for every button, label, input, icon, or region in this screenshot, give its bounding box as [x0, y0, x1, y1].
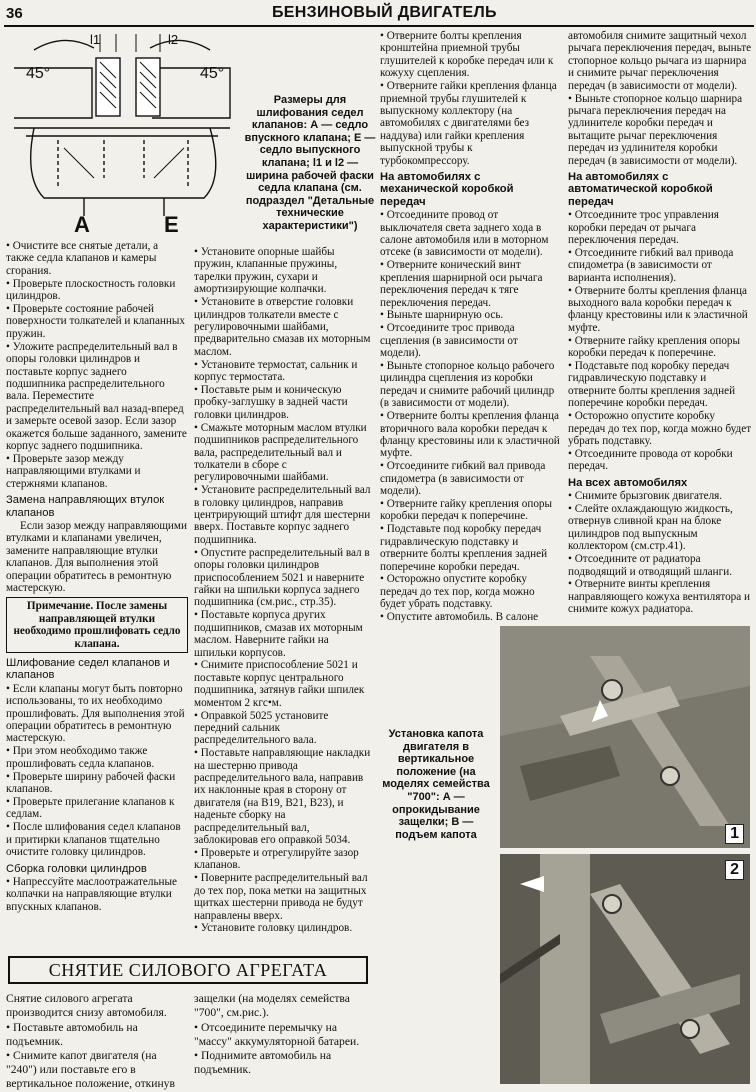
- label-a: A: [74, 212, 90, 237]
- section-title: СНЯТИЕ СИЛОВОГО АГРЕГАТА: [48, 959, 328, 980]
- list-item: • Выньте шарнирную ось.: [380, 309, 560, 321]
- list-item: • Установите распределительный вал в головку цилиндров, направив центрирующий штифт для шестерни вверх. Поставьте корпус заднего подшипника.: [194, 484, 372, 546]
- list-item: • Очистите все снятые детали, а также седла клапанов и камеры сгорания.: [6, 240, 188, 277]
- list-item: • Отверните болты крепления кронштейна приемной трубы глушителей к коробке передач или к кожуху сцепления.: [380, 30, 560, 80]
- list-item: • Выньте стопорное кольцо рабочего цилиндра сцепления из коробки передач и снимите рабочий цилиндр (в зависимости от модели).: [380, 360, 560, 410]
- note-box: Примечание. После замены направляющей втулки необходимо прошлифовать седло клапана.: [6, 597, 188, 653]
- heading-manual-gearbox: На автомобилях с механической коробкой передач: [380, 170, 514, 208]
- running-title: БЕНЗИНОВЫЙ ДВИГАТЕЛЬ: [272, 4, 497, 21]
- list-item: • Поставьте корпуса других подшипников, смазав их моторным маслом. Наверните гайки на шпильки корпусов.: [194, 609, 372, 659]
- list-item: • Поднимите автомобиль на подъемник.: [194, 1049, 370, 1077]
- list-item: • Напрессуйте маслоотражательные колпачки на направляющие втулки впускных клапанов.: [6, 876, 188, 913]
- list-item: • Подставьте под коробку передач гидравлическую подставку и отверните болты крепления задней поперечине коробки передач.: [568, 360, 752, 410]
- angle-left: 45°: [26, 65, 51, 82]
- list-item: • Проверьте плоскостность головки цилиндров.: [6, 278, 188, 303]
- hood-hinge-image-1: [500, 626, 750, 848]
- list-item: • Проверьте зазор между направляющими втулками и стержнями клапанов.: [6, 453, 188, 490]
- list-item: • Отверните болты крепления фланца вторичного вала коробки передач к фланцу крестовины или к эластичной муфте.: [380, 410, 560, 460]
- list-item: • Поставьте направляющие накладки на шестерню привода распределительного вала, направив их наклонные края в сторону от двигателя (на B19, B21, B23), и наденьте сборку на распределительный вал, заблокировав его оправкой 5034.: [194, 747, 372, 846]
- label-l1: l1: [90, 32, 101, 47]
- list-item: • Осторожно опустите коробку передач до тех пор, когда можно будет убрать подставку.: [568, 410, 752, 447]
- section-right-text: [194, 992, 370, 1078]
- section-left-text: [6, 992, 188, 1092]
- list-item: • Подставьте под коробку передач гидравлическую подставку и отверните болты крепления задней поперечине коробки передач.: [380, 523, 560, 573]
- page-number: 36: [6, 5, 23, 22]
- valve-seat-diagram: [4, 28, 240, 238]
- list-item: • Отсоедините гибкий вал привода спидометра (в зависимости от модели).: [380, 460, 560, 497]
- section-title-box: [8, 956, 368, 984]
- list-item: • Оправкой 5025 установите передний сальник распределительного вала.: [194, 710, 372, 747]
- list-item: • Отверните болты крепления фланца выходного вала коробки передач к фланцу крестовины или к эластичной муфте.: [568, 285, 752, 335]
- header-rule: [4, 25, 754, 27]
- column-2: [194, 246, 372, 935]
- list-item: • Отсоедините провод от выключателя света заднего хода в салоне автомобиля или в моторном отсеке (в зависимости от модели).: [380, 209, 560, 259]
- heading-grind-seats: Шлифование седел клапанов и клапанов: [6, 657, 170, 682]
- column-3: [380, 30, 560, 624]
- angle-right: 45°: [200, 65, 225, 82]
- list-item: • Опустите автомобиль. В салоне: [380, 611, 560, 623]
- list-item: • Отсоедините провода от коробки передач.: [568, 448, 752, 473]
- list-item: • Снимите приспособление 5021 и поставьте корпус центрального подшипника, затянув гайки шпилек моментом 2 кгс•м.: [194, 659, 372, 709]
- heading-replace-guides: Замена направляющих втулок клапанов: [6, 494, 165, 519]
- col1-bullets-c: [6, 876, 188, 913]
- column-1: [6, 240, 188, 914]
- hood-hinge-image-2: [500, 854, 750, 1084]
- label-e: E: [164, 212, 179, 237]
- list-item: • Если клапаны могут быть повторно использованы, то их необходимо прошлифовать. Для выполнения этой операции обратитесь в ремонтную мастерскую.: [6, 683, 188, 745]
- photo-number-1: 1: [725, 824, 744, 844]
- list-item: • Смажьте моторным маслом втулки подшипников распределительного вала, распределительный вал и толкатели в сборе с регулировочными шайбами.: [194, 422, 372, 484]
- paragraph-replace-guides: Если зазор между направляющими втулками и клапанами увеличен, замените направляющие втулки клапанов. Для выполнения этой операции обратитесь в ремонтную мастерскую.: [6, 519, 187, 594]
- list-item: • Отсоедините от радиатора подводящий и отводящий шланги.: [568, 553, 752, 578]
- list-item: • Проверьте состояние рабочей поверхности толкателей и клапанных пружин.: [6, 303, 188, 340]
- list-item: • Отверните гайку крепления опоры коробки передач к поперечине.: [380, 498, 560, 523]
- column-4: [568, 30, 752, 616]
- list-item: • Снимите брызговик двигателя.: [568, 490, 752, 502]
- list-item: • Снимите капот двигателя (на "240") или поставьте его в вертикальное положение, откинув: [6, 1049, 188, 1091]
- list-item: • После шлифования седел клапанов и притирки клапанов тщательно очистите головку цилиндров.: [6, 821, 188, 858]
- list-item: • Отсоедините трос привода сцепления (в зависимости от модели).: [380, 322, 560, 359]
- paragraph-continued: защелки (на моделях семейства "700", см.рис.).: [194, 992, 350, 1019]
- section-intro: Снятие силового агрегата производится снизу автомобиля.: [6, 992, 167, 1019]
- list-item: • Отсоедините гибкий вал привода спидометра (в зависимости от варианта исполнения).: [568, 247, 752, 284]
- heading-all-vehicles: На всех автомобилях: [568, 476, 688, 489]
- list-item: • Отверните гайку крепления опоры коробки передач к поперечине.: [568, 335, 752, 360]
- col1-bullets-b: [6, 683, 188, 859]
- list-item: • Слейте охлаждающую жидкость, отвернув сливной кран на блоке цилиндров под выпускным коллектором (см.стр.41).: [568, 503, 752, 553]
- list-item: • Поверните распределительный вал до тех пор, пока метки на защитных щитках шестерни привода не будут направлены вверх.: [194, 872, 372, 922]
- photo-caption: Установка капота двигателя в вертикальное положение (на моделях семейства "700": А — опрокидывание защелки; В — подъем капота: [382, 728, 490, 841]
- photo-number-2: 2: [725, 860, 744, 880]
- hood-photo-2: [500, 854, 750, 1084]
- paragraph-continued: автомобиля снимите защитный чехол рычага переключения передач, выньте стопорное кольцо рычага из шарнира и снимите рычаг переключения передач (в зависимости от модели).: [568, 30, 752, 92]
- list-item: • Проверьте прилегание клапанов к седлам.: [6, 796, 188, 821]
- list-item: • Поставьте рым и коническую пробку-заглушку в задней части головки цилиндров.: [194, 384, 372, 421]
- valve-figure-caption: Размеры для шлифования седел клапанов: А — седло впускного клапана; Е — седло выпускного клапана; l1 и l2 — ширина рабочей фаски седла клапана (см. подраздел "Детальные технические характеристики"): [244, 94, 376, 232]
- list-item: • Выньте стопорное кольцо шарнира рычага переключения передач на удлинителе коробки передач и вытащите рычаг переключения передач из удлинителя коробки передач (в зависимости от модели).: [568, 93, 752, 167]
- heading-assembly: Сборка головки цилиндров: [6, 862, 147, 875]
- list-item: • Уложите распределительный вал в опоры головки цилиндров и поставьте корпус заднего подшипника распределительного вала. Переместите распределительный вал назад-вперед и замерьте осевой зазор. Если зазор окажется больше заданного, замените корпус заднего подшипника.: [6, 341, 188, 453]
- hood-photo-1: [500, 626, 750, 848]
- list-item: • Отсоедините трос управления коробки передач от рычага переключения передач.: [568, 209, 752, 246]
- list-item: • Проверьте и отрегулируйте зазор клапанов.: [194, 847, 372, 872]
- label-l2: l2: [168, 32, 179, 47]
- col1-bullets-a: [6, 240, 188, 490]
- list-item: • Установите термостат, сальник и корпус термостата.: [194, 359, 372, 384]
- list-item: • Установите в отверстие головки цилиндров толкатели вместе с регулировочными шайбами, предварительно смазав их моторным маслом.: [194, 296, 372, 358]
- list-item: • Осторожно опустите коробку передач до тех пор, когда можно будет убрать подставку.: [380, 573, 560, 610]
- list-item: • Установите опорные шайбы пружин, клапанные пружины, тарелки пружин, сухари и амортизирующие колпачки.: [194, 246, 372, 296]
- list-item: • Опустите распределительный вал в опоры головки цилиндров приспособлением 5021 и наверните гайки на шпильки корпуса заднего подшипника (см.рис., стр.35).: [194, 547, 372, 609]
- list-item: • Установите головку цилиндров.: [194, 922, 372, 934]
- list-item: • Отверните винты крепления направляющего кожуха вентилятора и снимите кожух радиатора.: [568, 578, 752, 615]
- list-item: • Отверните конический винт крепления шарнирной оси рычага переключения передач к тяге переключения передач.: [380, 259, 560, 309]
- heading-automatic-gearbox: На автомобилях с автоматической коробкой передач: [568, 170, 713, 208]
- list-item: • Отверните гайки крепления фланца приемной трубы глушителей к выпускному коллектору (на автомобилях с двигателями без наддува) или гайки крепления выпускной трубы к турбокомпрессору.: [380, 80, 560, 167]
- list-item: • Отсоедините перемычку на "массу" аккумуляторной батареи.: [194, 1021, 370, 1049]
- list-item: • При этом необходимо также прошлифовать седла клапанов.: [6, 745, 188, 770]
- list-item: • Проверьте ширину рабочей фаски клапанов.: [6, 771, 188, 796]
- list-item: • Поставьте автомобиль на подъемник.: [6, 1021, 188, 1049]
